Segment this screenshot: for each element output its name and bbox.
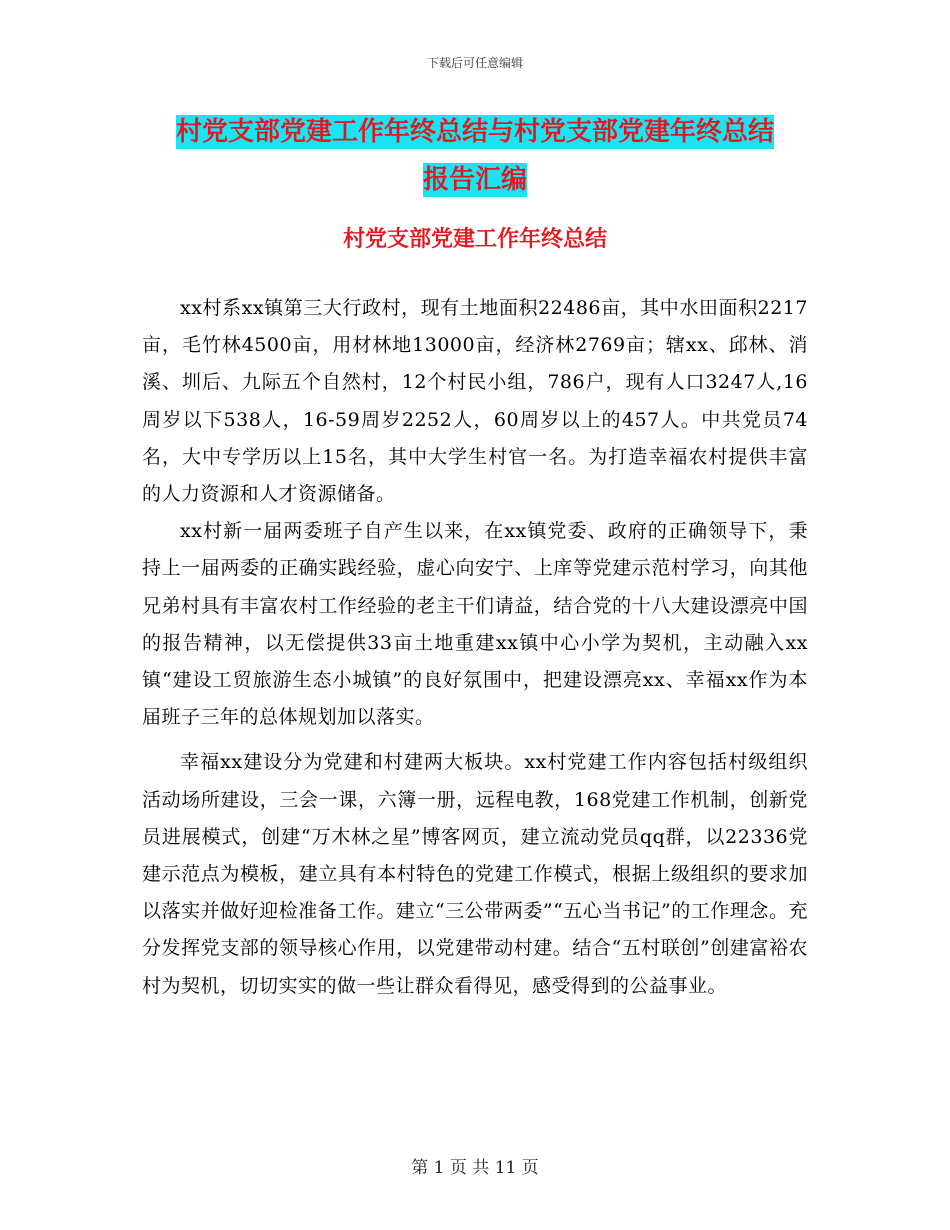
paragraph: xx村系xx镇第三大行政村，现有土地面积22486亩，其中水田面积2217亩，毛竹林4500亩，用材林地13000亩，经济林2769亩；辖xx、邱林、消溪、圳后、九际五个自然村，12个村民小组，786户，现有人口3247人,16周岁以下538人，16-59周岁2252人，60周岁以上的457人。中共党员74名，大中专学历以上15名，其中大学生村官一名。为打造幸福农村提供丰富的人力资源和人才资源储备。 (142, 297, 808, 506)
title-line-1: 村党支部党建工作年终总结与村党支部党建年终总结 (175, 117, 774, 147)
page-footer: 第 1 页 共 11 页 (411, 1158, 539, 1178)
title-line-2: 报告汇编 (422, 165, 527, 195)
body-text (142, 290, 808, 1005)
paragraph: xx村新一届两委班子自产生以来，在xx镇党委、政府的正确领导下，秉持上一届两委的正确实践经验，虚心向安宁、上庠等党建示范村学习，向其他兄弟村具有丰富农村工作经验的老主干们请益，结合党的十八大建设漂亮中国的报告精神，以无偿提供33亩土地重建xx镇中心小学为契机，主动融入xx镇“建设工贸旅游生态小城镇”的良好氛围中，把建设漂亮xx、幸福xx作为本届班子三年的总体规划加以落实。 (142, 520, 808, 729)
section-title: 村党支部党建工作年终总结 (342, 226, 607, 252)
document-title (142, 108, 808, 204)
header-note: 下载后可任意编辑 (426, 56, 523, 70)
paragraph: 幸福xx建设分为党建和村建两大板块。xx村党建工作内容包括村级组织活动场所建设，三会一课，六簿一册，远程电教，168党建工作机制，创新党员进展模式，创建“万木林之星”博客网页，建立流动党员qq群，以22336党建示范点为模板，建立具有本村特色的党建工作模式，根据上级组织的要求加以落实并做好迎检准备工作。建立“三公带两委”“五心当书记”的工作理念。充分发挥党支部的领导核心作用，以党建带动村建。结合“五村联创”创建富裕农村为契机，切切实实的做一些让群众看得见，感受得到的公益事业。 (142, 751, 808, 997)
